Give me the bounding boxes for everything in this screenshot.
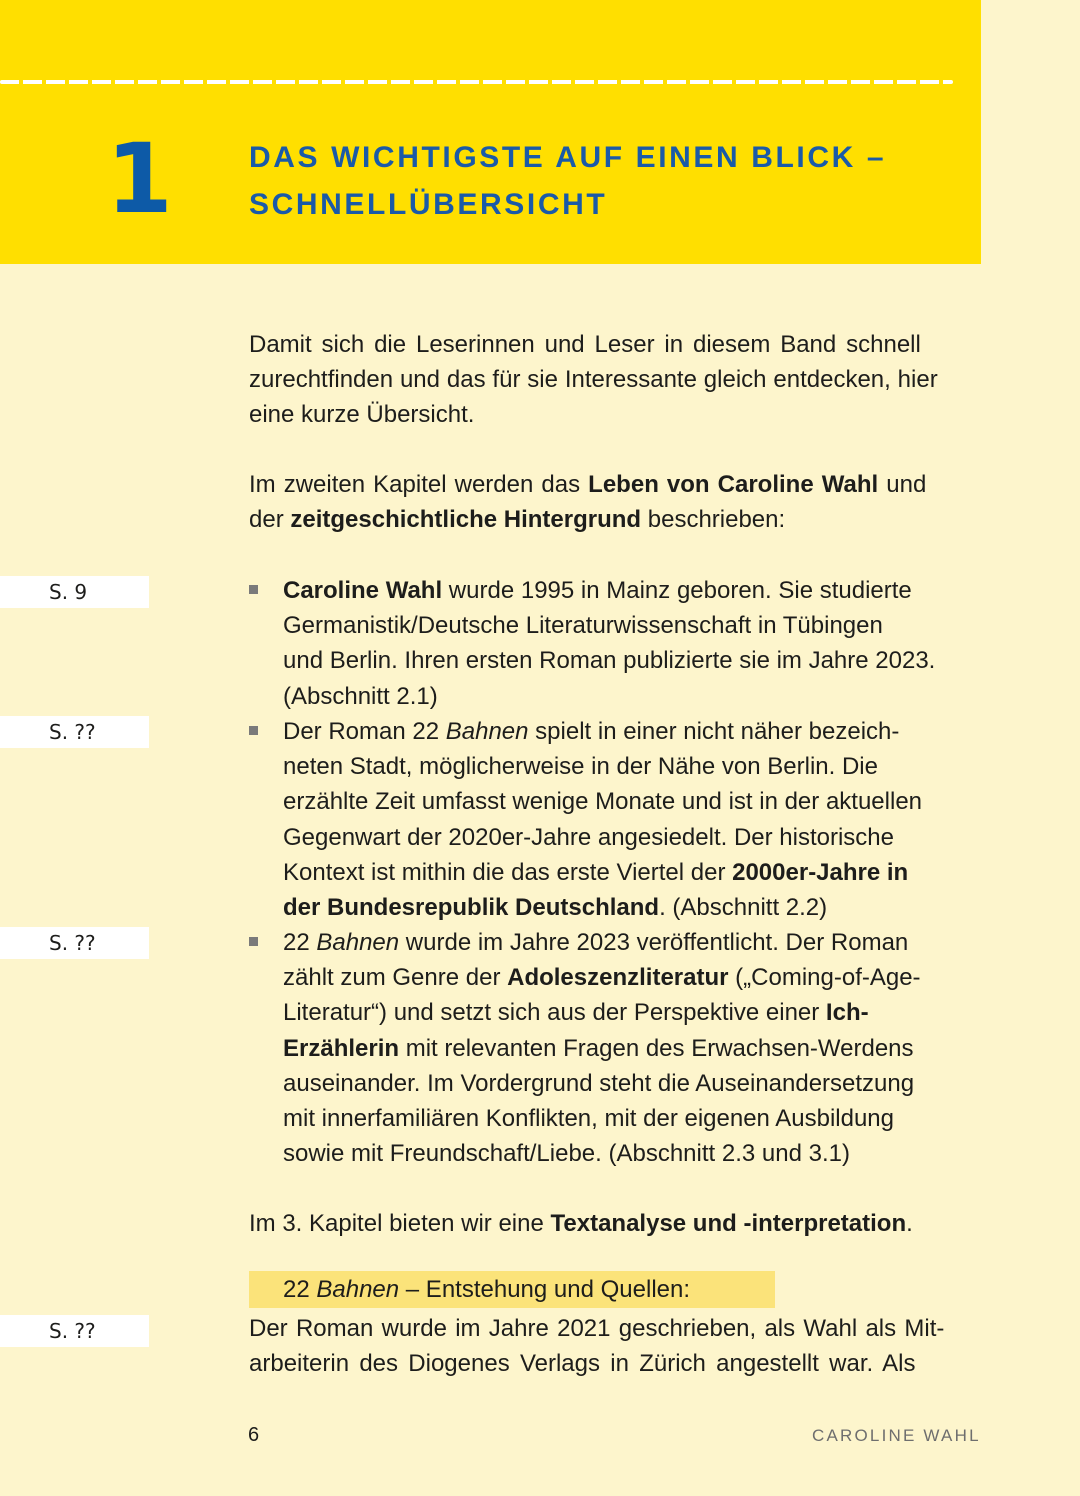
bullet-line bbox=[283, 573, 989, 608]
text-run: und bbox=[878, 471, 927, 498]
bullet-line: und Berlin. Ihren ersten Roman publizierte sie im Jahre 2023. bbox=[283, 647, 936, 675]
bold-run: Adoleszenzliteratur bbox=[507, 964, 729, 992]
text-run: mit relevanten Fragen des Erwachsen-Werdens bbox=[399, 1034, 914, 1062]
text-run: beschrieben: bbox=[641, 506, 786, 533]
bullet-line bbox=[283, 995, 989, 1030]
italic-run: Bahnen bbox=[316, 1276, 400, 1303]
bold-run: der Bundesrepublik Deutschland bbox=[283, 894, 660, 922]
bullet-item-genre bbox=[249, 925, 989, 1171]
dashed-divider bbox=[0, 80, 953, 84]
intro-line: Damit sich die Leserinnen und Leser in diesem Band schnell bbox=[249, 331, 921, 358]
square-bullet-icon bbox=[249, 585, 258, 594]
intro-paragraph bbox=[249, 327, 985, 432]
square-bullet-icon bbox=[249, 937, 258, 946]
chapter3-intro-line bbox=[249, 1206, 985, 1241]
bullet-line bbox=[283, 1031, 989, 1066]
text-run: Kontext ist mithin die das erste Viertel der bbox=[283, 858, 733, 886]
text-run: wurde 1995 in Mainz geboren. Sie studierte bbox=[442, 577, 912, 604]
chapter2-intro-paragraph bbox=[249, 467, 985, 537]
bold-run: zeitgeschichtliche Hintergrund bbox=[290, 506, 642, 533]
page-number: 6 bbox=[248, 1424, 260, 1446]
section-subheading bbox=[249, 1271, 775, 1308]
text-run: Im 3. Kapitel bieten wir eine bbox=[249, 1210, 551, 1237]
bold-run: Ich- bbox=[825, 999, 869, 1027]
bullet-line: sowie mit Freundschaft/Liebe. (Abschnitt 2.3 und 3.1) bbox=[283, 1140, 850, 1168]
bullet-line: Gegenwart der 2020er-Jahre angesiedelt. Der historische bbox=[283, 823, 895, 851]
page-reference-tag: S. ?? bbox=[0, 927, 149, 959]
entstehung-line: arbeiterin des Diogenes Verlags in Zürich angestellt war. Als bbox=[249, 1350, 916, 1377]
page-reference-tag: S. 9 bbox=[0, 576, 149, 608]
text-run: – Entstehung und Quellen: bbox=[399, 1276, 691, 1303]
chapter-title bbox=[249, 134, 949, 228]
square-bullet-icon bbox=[249, 726, 258, 735]
bullet-line bbox=[283, 890, 989, 925]
bullet-line: mit innerfamiliären Konflikten, mit der eigenen Ausbildung bbox=[283, 1105, 895, 1133]
chapter-header-band bbox=[0, 0, 981, 264]
intro-line: eine kurze Übersicht. bbox=[249, 401, 475, 428]
bullet-item-setting bbox=[249, 714, 989, 925]
bullet-line bbox=[283, 714, 989, 749]
text-run: spielt in einer nicht näher bezeich- bbox=[528, 718, 900, 745]
italic-run: Bahnen bbox=[445, 718, 529, 745]
chapter2-intro-line bbox=[249, 467, 985, 502]
bold-run: Textanalyse und -interpretation bbox=[550, 1210, 907, 1237]
bullet-line bbox=[283, 925, 989, 960]
bullet-line bbox=[283, 855, 989, 890]
bullet-line: Germanistik/Deutsche Literaturwissenschaft in Tübingen bbox=[283, 612, 883, 640]
bold-run: 2000er-Jahre in bbox=[732, 858, 909, 886]
page-reference-tag: S. ?? bbox=[0, 716, 149, 748]
text-run: Literatur“) und setzt sich aus der Perspektive einer bbox=[283, 999, 826, 1027]
chapter-title-line-1: DAS WICHTIGSTE AUF EINEN BLICK – bbox=[249, 141, 887, 174]
chapter-title-line-2: SCHNELLÜBERSICHT bbox=[249, 188, 608, 221]
text-run: 22 bbox=[283, 1276, 317, 1303]
bold-run: Caroline Wahl bbox=[283, 577, 443, 604]
italic-run: Bahnen bbox=[316, 929, 400, 956]
text-run: der bbox=[249, 506, 291, 533]
overview-bullet-list bbox=[249, 925, 989, 1171]
bullet-line: (Abschnitt 2.1) bbox=[283, 682, 438, 710]
bullet-line bbox=[283, 960, 989, 995]
bullet-item-biography bbox=[249, 573, 989, 714]
chapter-number: 1 bbox=[106, 123, 173, 235]
page-reference-tag: S. ?? bbox=[0, 1315, 149, 1347]
text-run: . bbox=[906, 1210, 913, 1237]
text-run: . (Abschnitt 2.2) bbox=[659, 894, 828, 922]
entstehung-line: Der Roman wurde im Jahre 2021 geschrieben, als Wahl als Mit- bbox=[249, 1315, 945, 1342]
text-run: 22 bbox=[283, 929, 317, 956]
text-run: Der Roman 22 bbox=[283, 718, 446, 745]
text-run: („Coming-of-Age- bbox=[728, 964, 921, 992]
overview-bullet-list bbox=[249, 714, 989, 925]
bullet-line: erzählte Zeit umfasst wenige Monate und ist in der aktuellen bbox=[283, 788, 923, 816]
bold-run: Erzählerin bbox=[283, 1034, 400, 1062]
overview-bullet-list bbox=[249, 573, 989, 714]
running-footer-title: CAROLINE WAHL bbox=[812, 1426, 981, 1445]
bold-run: Leben von Caroline Wahl bbox=[588, 471, 879, 498]
bullet-line: auseinander. Im Vordergrund steht die Auseinandersetzung bbox=[283, 1069, 915, 1097]
text-run: wurde im Jahre 2023 veröffentlicht. Der Roman bbox=[399, 929, 909, 956]
text-run: Im zweiten Kapitel werden das bbox=[249, 471, 589, 498]
text-run: zählt zum Genre der bbox=[283, 964, 508, 992]
chapter2-intro-line bbox=[249, 502, 985, 537]
bullet-line: neten Stadt, möglicherweise in der Nähe von Berlin. Die bbox=[283, 753, 878, 781]
entstehung-paragraph bbox=[249, 1311, 985, 1381]
intro-line: zurechtfinden und das für sie Interessante gleich entdecken, hier bbox=[249, 366, 938, 393]
chapter3-intro-paragraph bbox=[249, 1206, 985, 1241]
